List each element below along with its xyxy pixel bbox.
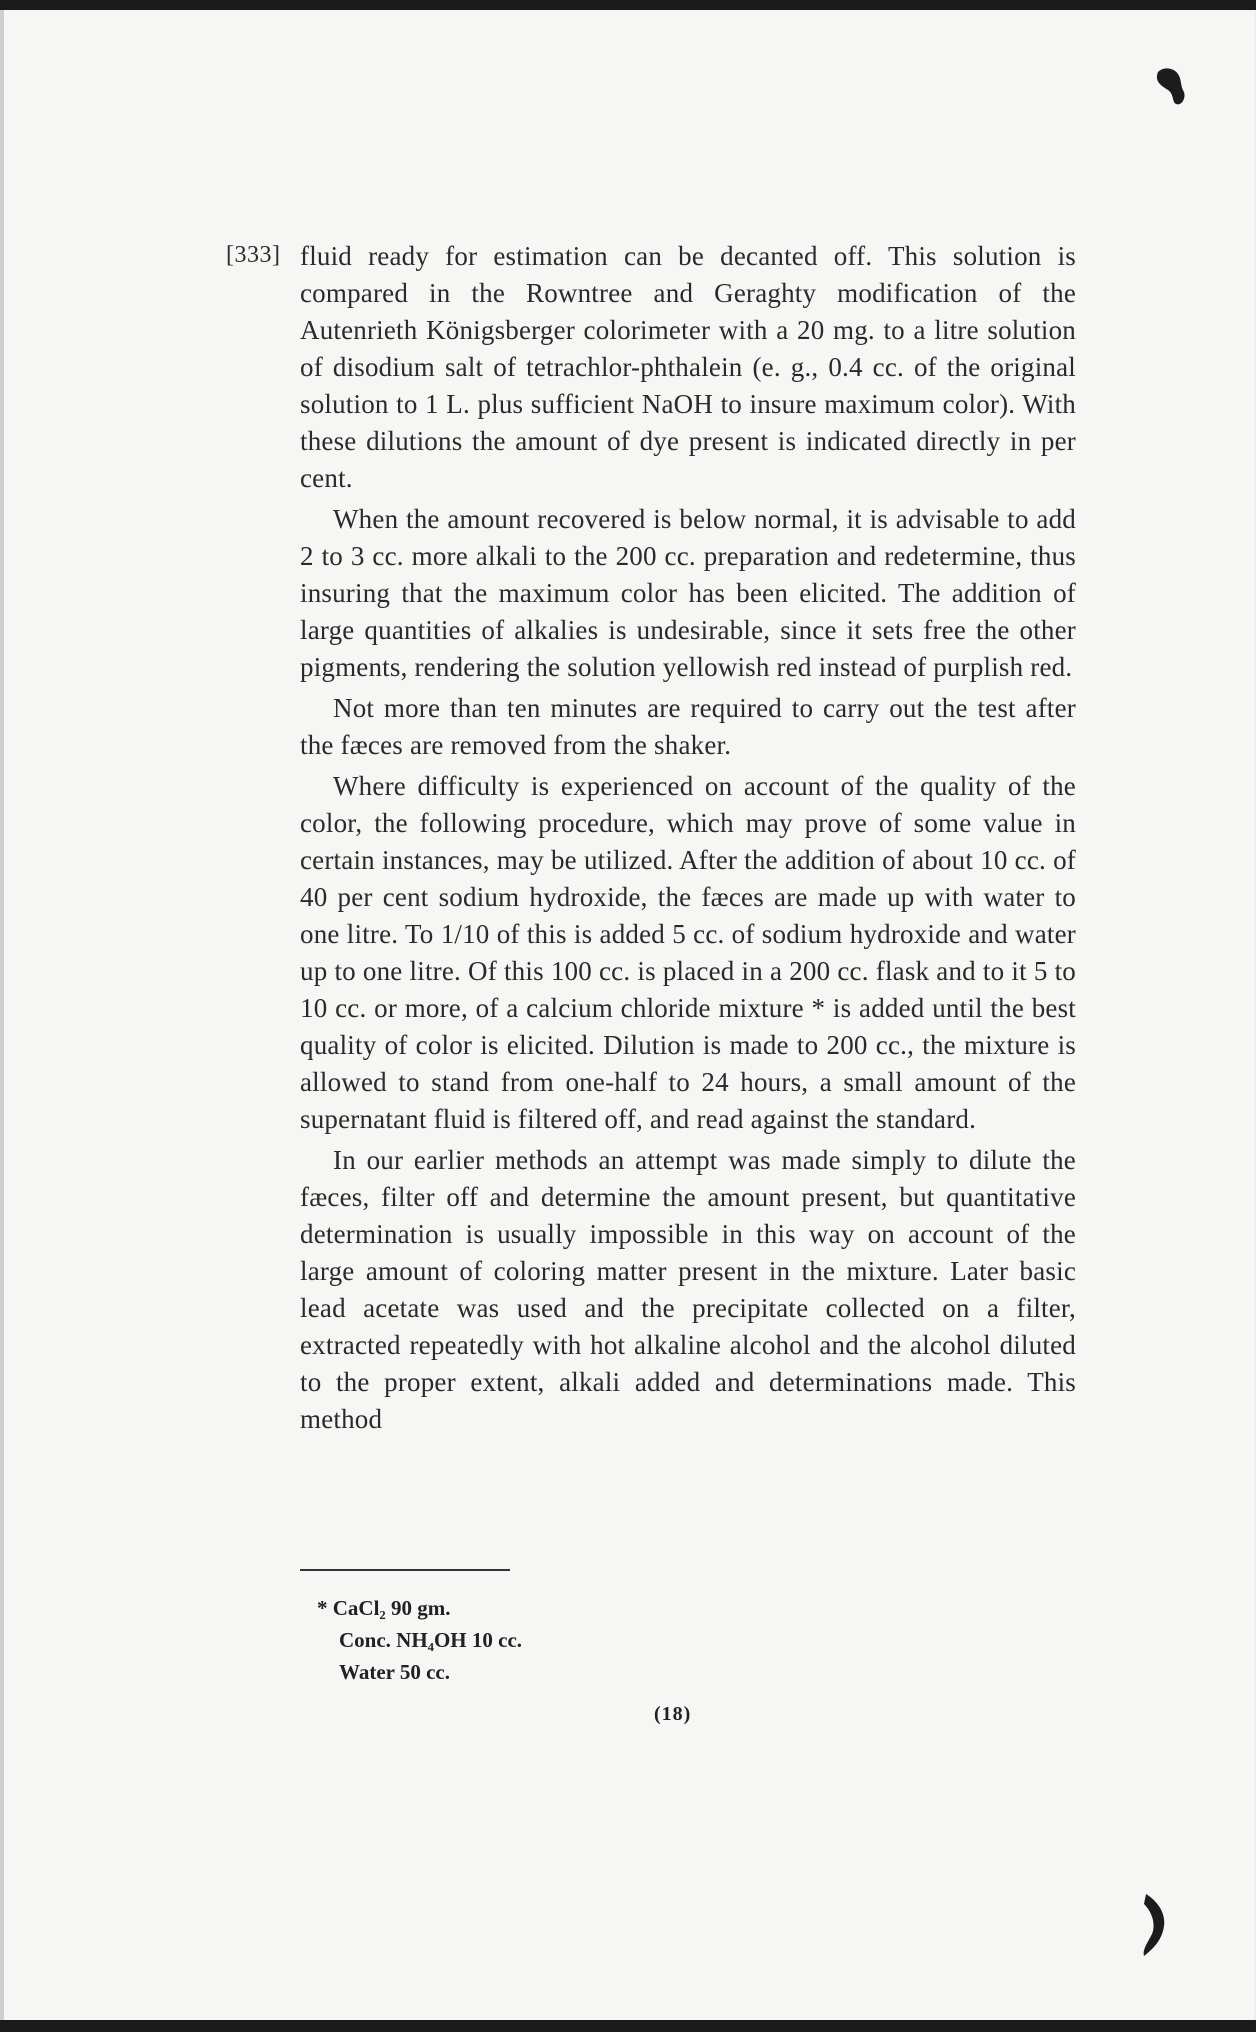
footnote: [317, 1592, 522, 1688]
page-number: (18): [654, 1703, 692, 1725]
paragraph-3: Not more than ten minutes are required to carry out the test after the fæces are removed from the shaker.: [300, 693, 1076, 760]
footnote-line: * CaCl₂ 90 gm.: [317, 1596, 451, 1620]
footnote-line: Water 50 cc.: [339, 1660, 450, 1684]
footnote-divider: [300, 1569, 510, 1571]
paragraph-4: Where difficulty is experienced on account of the quality of the color, the following procedure, which may prove of some value in certain instances, may be utilized. After the addition of about 10 cc. of 40 per cent sodium hydroxide, the fæces are made up with water to one litre. To 1/10 of this is added 5 cc. of sodium hydroxide and water up to one litre. Of this 100 cc. is placed in a 200 cc. flask and to it 5 to 10 cc. or more, of a calcium chloride mixture * is added until the best quality of color is elicited. Dilution is made to 200 cc., the mixture is allowed to stand from one-half to 24 hours, a small amount of the supernatant fluid is filtered off, and read against the standard.: [300, 771, 1076, 1134]
paragraph-5: In our earlier methods an attempt was made simply to dilute the fæces, filter off and determine the amount present, but quantitative determination is usually impossible in this way on account of the large amount of coloring matter present in the mixture. Later basic lead acetate was used and the precipitate collected on a filter, extracted repeatedly with hot alkaline alcohol and the alcohol diluted to the proper extent, alkali added and determinations made. This method: [300, 1145, 1076, 1434]
scan-blot-mark-icon: [1152, 64, 1188, 110]
footnote-line: Conc. NH₄OH 10 cc.: [339, 1628, 523, 1652]
paragraph-1: fluid ready for estimation can be decanted off. This solution is compared in the Rowntree and Geraghty modification of the Autenrieth Königsberger colorimeter with a 20 mg. to a litre solution of disodium salt of tetrachlor-phthalein (e. g., 0.4 cc. of the original solution to 1 L. plus sufficient NaOH to insure maximum color). With these dilutions the amount of dye present is indicated directly in per cent.: [300, 241, 1076, 493]
document-page: [0, 10, 1256, 2020]
paragraph-2: When the amount recovered is below normal, it is advisable to add 2 to 3 cc. more alkali to the 200 cc. preparation and redetermine, thus insuring that the maximum color has been elicited. The addition of large quantities of alkalies is undesirable, since it sets free the other pigments, rendering the solution yellowish red instead of purplish red.: [300, 504, 1076, 682]
scan-blot-mark-icon: [1138, 1890, 1172, 1960]
margin-page-reference: [333]: [226, 242, 281, 268]
body-text: [300, 238, 1076, 1442]
